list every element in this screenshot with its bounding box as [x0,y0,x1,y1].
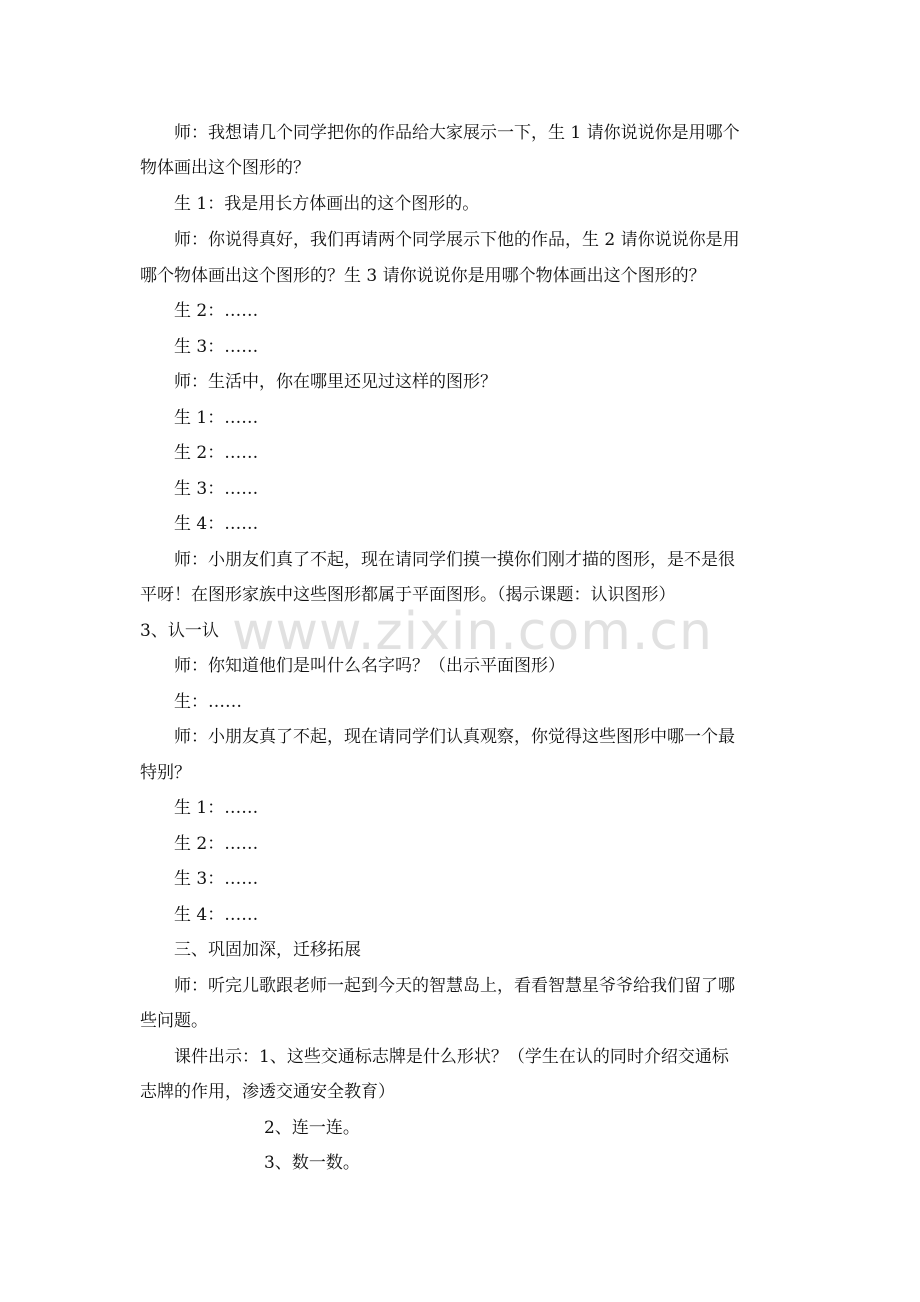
text-line-20: 生 1：…… [174,798,259,818]
text-line-4: 师：你说得真好，我们再请两个同学展示下他的作品，生 2 请你说说你是用 [174,230,740,250]
text-line-1: 师：我想请几个同学把你的作品给大家展示一下，生 1 请你说说你是用哪个 [174,123,740,143]
text-line-16: 师：你知道他们是叫什么名字吗？（出示平面图形） [174,656,565,676]
text-line-18: 师：小朋友真了不起，现在请同学们认真观察，你觉得这些图形中哪一个最 [174,727,735,747]
text-line-12: 生 4：…… [174,514,259,534]
text-line-6: 生 2：…… [174,301,259,321]
text-line-3: 生 1：我是用长方体画出的这个图形的。 [174,194,480,214]
text-line-25: 师：听完儿歌跟老师一起到今天的智慧岛上，看看智慧星爷爷给我们留了哪 [174,976,735,996]
text-line-8: 师：生活中，你在哪里还见过这样的图形？ [174,372,497,392]
text-line-19: 特别？ [140,763,191,783]
section-heading: 三、巩固加深，迁移拓展 [174,940,361,960]
text-line-30: 3、数一数。 [264,1153,360,1173]
watermark: www.zixin.com.cn [232,602,713,662]
text-line-22: 生 3：…… [174,869,259,889]
text-line-15: 3、认一认 [140,621,219,641]
text-line-28: 志牌的作用，渗透交通安全教育） [140,1082,395,1102]
text-line-5: 哪个物体画出这个图形的？生 3 请你说说你是用哪个物体画出这个图形的？ [140,266,706,286]
text-line-13: 师：小朋友们真了不起，现在请同学们摸一摸你们刚才描的图形，是不是很 [174,550,735,570]
text-line-10: 生 2：…… [174,443,259,463]
text-line-2: 物体画出这个图形的？ [140,158,310,178]
text-line-29: 2、连一连。 [264,1118,360,1138]
text-line-21: 生 2：…… [174,834,259,854]
text-line-26: 些问题。 [140,1011,208,1031]
text-line-27: 课件出示：1、这些交通标志牌是什么形状？（学生在认的同时介绍交通标 [174,1047,729,1067]
text-line-17: 生：…… [174,692,242,712]
text-line-14: 平呀！在图形家族中这些图形都属于平面图形。（揭示课题：认识图形） [140,585,676,605]
text-line-11: 生 3：…… [174,479,259,499]
text-line-23: 生 4：…… [174,905,259,925]
text-line-9: 生 1：…… [174,408,259,428]
text-line-7: 生 3：…… [174,337,259,357]
